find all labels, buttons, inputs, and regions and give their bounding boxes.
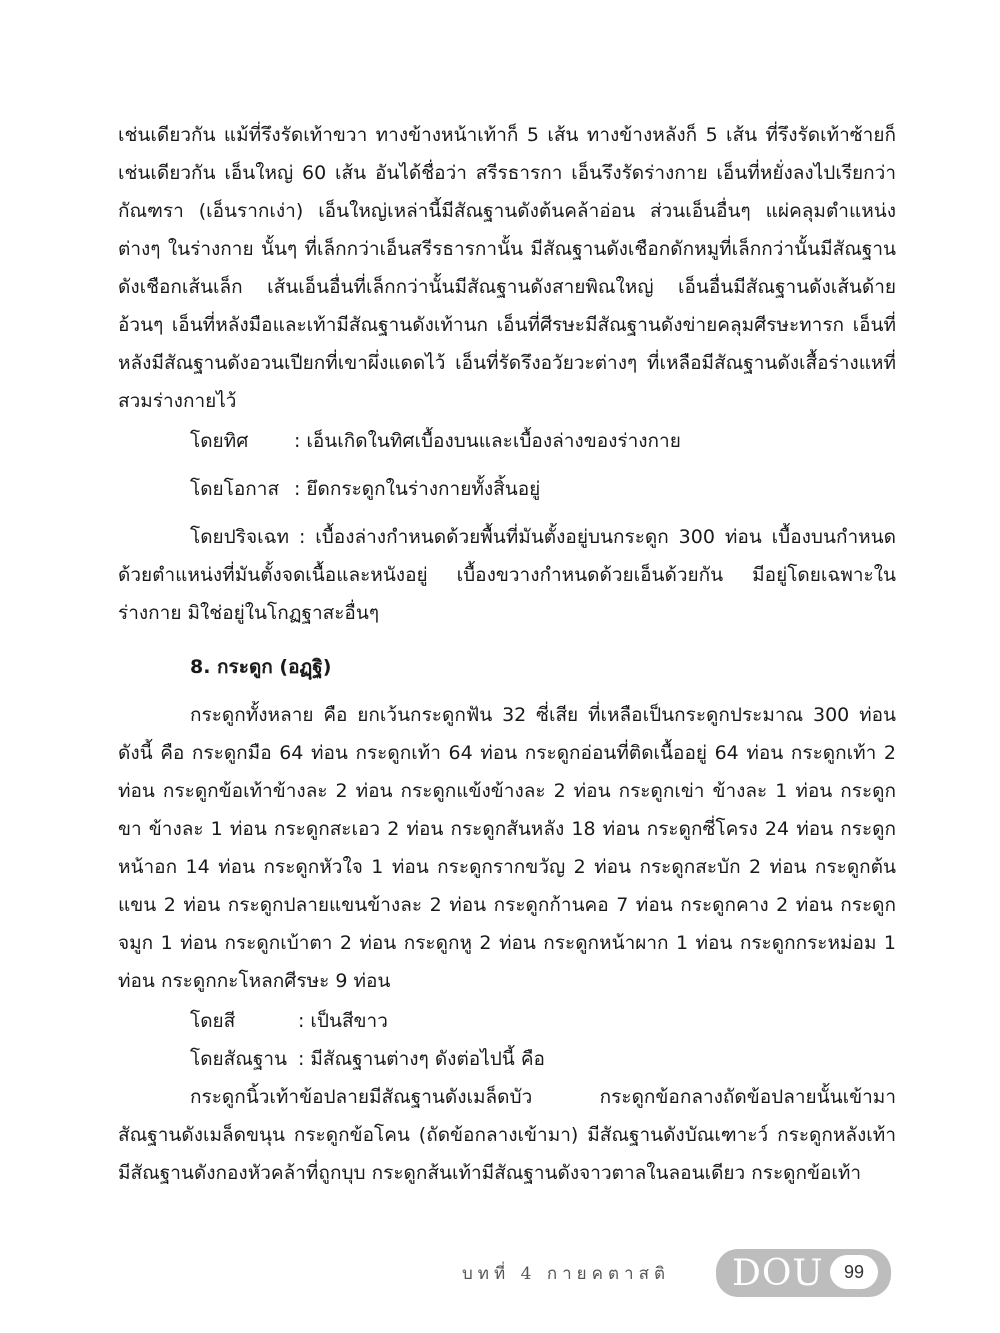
bone-shape-value: มีสัณฐานต่างๆ ดังต่อไปนี้ คือ [310, 1048, 545, 1070]
separator: : [294, 430, 301, 452]
tendon-location-value: ยึดกระดูกในร่างกายทั้งสิ้นอยู่ [306, 478, 541, 500]
separator: : [294, 478, 301, 500]
bones-paragraph: กระดูกทั้งหลาย คือ ยกเว้นกระดูกฟัน 32 ซี่เสีย ที่เหลือเป็นกระดูกประมาณ 300 ท่อน ดังนี้ คือ กระดูกมือ 64 ท่อน กระดูกเท้า 64 ท่อน กระดูกอ่อนที่ติดเนื้ออยู่ 64 ท่อน กระดูกเท้า 2 ท่อน กระดูกข้อเท้าข้างละ 2 ท่อน กระดูกแข้งข้างละ 2 ท่อน กระดูกเข่า ข้างละ 1 ท่อน กระดูกขา ข้างละ 1 ท่อน กระดูกสะเอว 2 ท่อน กระดูกสันหลัง 18 ท่อน กระดูกซี่โครง 24 ท่อน กระดูกหน้าอก 14 ท่อน กระดูกหัวใจ 1 ท่อน กระดูกรากขวัญ 2 ท่อน กระดูกสะบัก 2 ท่อน กระดูกต้นแขน 2 ท่อน กระดูกปลายแขนข้างละ 2 ท่อน กระดูกก้านคอ 7 ท่อน กระดูกคาง 2 ท่อน กระดูกจมูก 1 ท่อน กระดูกเบ้าตา 2 ท่อน กระดูกหู 2 ท่อน กระดูกหน้าผาก 1 ท่อน กระดูกกระหม่อม 1 ท่อน กระดูกกะโหลกศีรษะ 9 ท่อน [118, 704, 896, 992]
bone-color-value: เป็นสีขาว [310, 1010, 388, 1032]
bone-shape-paragraph: กระดูกนิ้วเท้าข้อปลายมีสัณฐานดังเมล็ดบัว กระดูกข้อกลางถัดข้อปลายนั้นเข้ามาสัณฐานดังเมล็ดขนุน กระดูกข้อโคน (ถัดข้อกลางเข้ามา) มีสัณฐานดังบัณเฑาะว์ กระดูกหลังเท้ามีสัณฐานดังกองหัวคล้าที่ถูกบุบ กระดูกส้นเท้ามีสัณฐานดังจาวตาลในลอนเดียว กระดูกข้อเท้า [118, 1086, 896, 1184]
separator: : [298, 1010, 305, 1032]
page-number: 99 [830, 1255, 878, 1289]
separator: : [298, 1048, 305, 1070]
body-text-block-2 [118, 518, 896, 632]
tendon-direction-label: โดยทิศ [190, 430, 249, 452]
bone-color-row [190, 1002, 896, 1040]
tendon-direction-row [190, 422, 896, 460]
continuation-paragraph: เช่นเดียวกัน แม้ที่รึงรัดเท้าขวา ทางข้างหน้าเท้าก็ 5 เส้น ทางข้างหลังก็ 5 เส้น ที่รึงรัดเท้าซ้ายก็เช่นเดียวกัน เอ็นใหญ่ 60 เส้น อันได้ชื่อว่า สรีรธารกา เอ็นรึงรัดร่างกาย เอ็นที่หยั่งลงไปเรียกว่า กัณฑรา (เอ็นรากเง่า) เอ็นใหญ่เหล่านี้มีสัณฐานดังต้นคล้าอ่อน ส่วนเอ็นอื่นๆ แผ่คลุมตำแหน่งต่างๆ ในร่างกาย นั้นๆ ที่เล็กกว่าเอ็นสรีรธารกานั้น มีสัณฐานดังเชือกดักหมูที่เล็กกว่านั้นมีสัณฐานดังเชือกเส้นเล็ก เส้นเอ็นอื่นที่เล็กกว่านั้นมีสัณฐานดังสายพิณใหญ่ เอ็นอื่นมีสัณฐานดังเส้นด้ายอ้วนๆ เอ็นที่หลังมือและเท้ามีสัณฐานดังเท้านก เอ็นที่ศีรษะมีสัณฐานดังข่ายคลุมศีรษะทารก เอ็นที่หลังมีสัณฐานดังอวนเปียกที่เขาผึ่งแดดไว้ เอ็นที่รัดรึงอวัยวะต่างๆ ที่เหลือมีสัณฐานดังเสื้อร่างแหที่สวมร่างกายไว้ [118, 124, 896, 412]
tendon-direction-value: เอ็นเกิดในทิศเบื้องบนและเบื้องล่างของร่างกาย [306, 430, 681, 452]
body-text-block-1 [118, 116, 896, 420]
body-text-block-4 [118, 1078, 896, 1192]
tendon-boundary-paragraph: โดยปริจเฉท : เบื้องล่างกำหนดด้วยพื้นที่มันตั้งอยู่บนกระดูก 300 ท่อน เบื้องบนกำหนดด้วยตำแหน่งที่มันตั้งจดเนื้อและหนังอยู่ เบื้องขวางกำหนดด้วยเอ็นด้วยกัน มีอยู่โดยเฉพาะในร่างกาย มิใช่อยู่ในโกฏฐาสะอื่นๆ [118, 526, 896, 624]
footer-chapter-title: บทที่ 4 กายคตาสติ [462, 1264, 671, 1284]
tendon-location-label: โดยโอกาส [190, 478, 280, 500]
dou-logo: DOU [732, 1253, 824, 1294]
bone-color-label: โดยสี [190, 1010, 236, 1032]
body-text-block-3 [118, 696, 896, 1000]
section-heading: 8. กระดูก (อฏฺฐิ) [190, 656, 332, 678]
bone-shape-row [190, 1040, 896, 1078]
bone-shape-label: โดยสัณฐาน [190, 1048, 288, 1070]
tendon-location-row [190, 470, 896, 508]
